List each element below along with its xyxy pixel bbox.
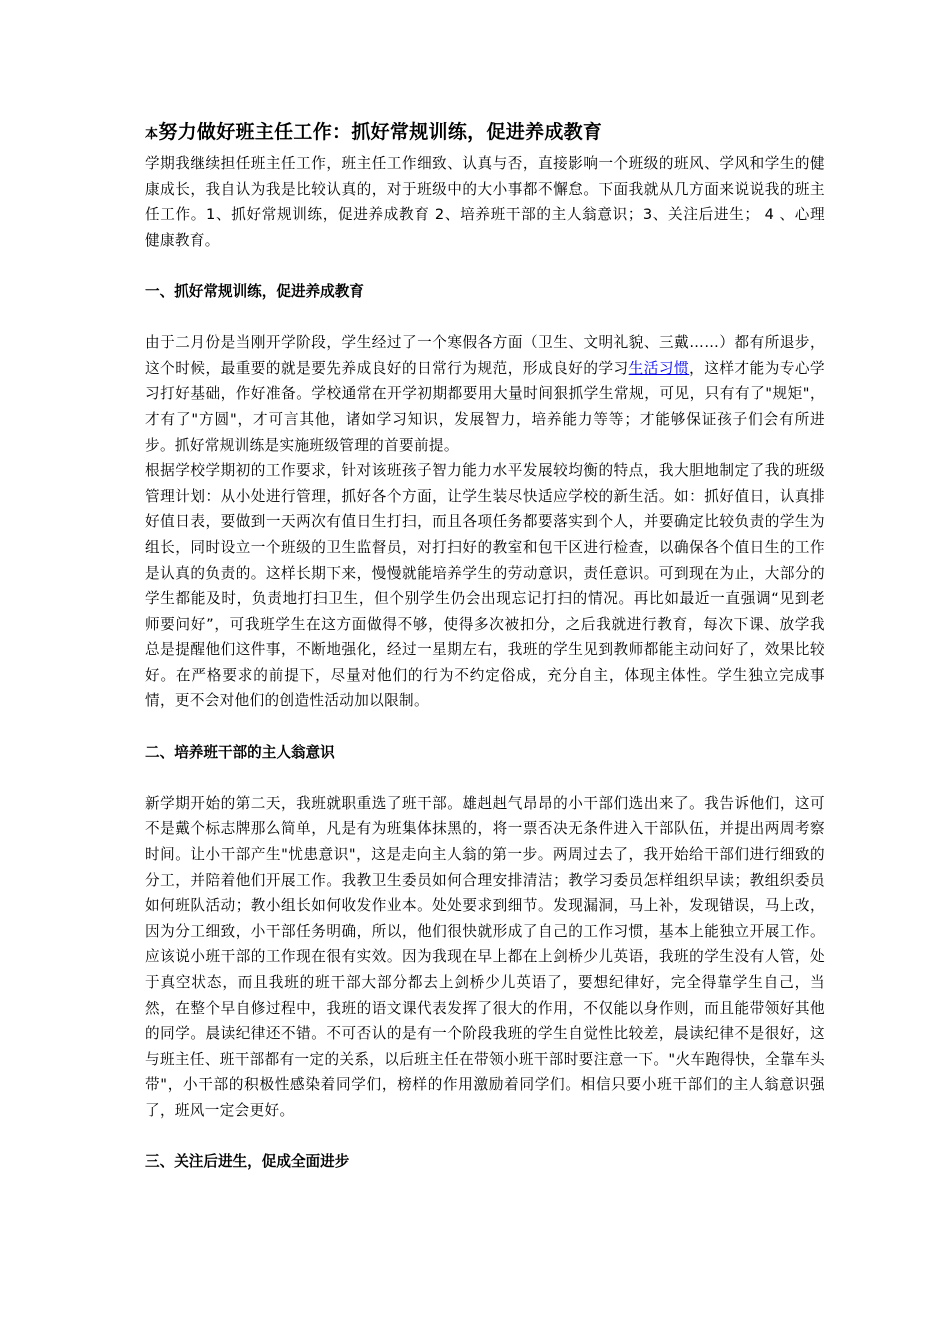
intro-paragraph: 学期我继续担任班主任工作，班主任工作细致、认真与否，直接影响一个班级的班风、学风和学生的健康成长，我自认为我是比较认真的，对于班级中的大小事都不懈怠。下面我就从几方面来说说我的班主任工作。1、抓好常规训练，促进养成教育 2、培养班干部的主人翁意识；3、关注后进生； 4 、心理健康教育。 <box>145 155 825 249</box>
document-body <box>145 118 825 1175</box>
section-2-paragraph-1: 新学期开始的第二天，我班就职重选了班干部。雄赳赳气昂昂的小干部们选出来了。我告诉他们，这可不是戴个标志牌那么简单，凡是有为班集体抹黑的，将一票否决无条件进入干部队伍，并提出两周考察时间。让小干部产生"忧患意识"，这是走向主人翁的第一步。两周过去了，我开始给干部们进行细致的分工，并陪着他们开展工作。我教卫生委员如何合理安排清洁；教学习委员怎样组织早读；教组织委员如何班队活动；教小组长如何收发作业本。处处要求到细节。发现漏洞，马上补，发现错误，马上改，因为分工细致，小干部任务明确，所以，他们很快就形成了自己的工作习惯，基本上能独立开展工作。应该说小班干部的工作现在很有实效。因为我现在早上都在上剑桥少儿英语，我班的学生没有人管，处于真空状态，而且我班的班干部大部分都去上剑桥少儿英语了，要想纪律好，完全得靠学生自己，当然，在整个早自修过程中，我班的语文课代表发挥了很大的作用，不仅能以身作则，而且能带领好其他的同学。晨读纪律还不错。不可否认的是有一个阶段我班的学生自觉性比较差，晨读纪律不是很好，这与班主任、班干部都有一定的关系，以后班主任在带领小班干部时要注意一下。"火车跑得快，全靠车头带"，小干部的积极性感染着同学们，榜样的作用激励着同学们。相信只要小班干部们的主人翁意识强了，班风一定会更好。 <box>145 794 825 1119</box>
spacer <box>145 765 825 791</box>
spacer <box>145 305 825 331</box>
section-1-paragraph-1 <box>145 330 825 458</box>
paragraph-text: ，这样才能为专心学习打好基础，作好准备。学校通常在开学初期都要用大量时间狠抓学生常规，可见，只有有了"规矩"，才有了"方圆"，才可言其他，诸如学习知识，发展智力，培养能力等等；才能够保证孩子们会有所进步。抓好常规训练是实施班级管理的首要前提。 <box>145 359 826 454</box>
title-text: 努力做好班主任工作：抓好常规训练，促进养成教育 <box>158 121 603 143</box>
habit-link[interactable]: 生活习惯 <box>628 359 690 377</box>
spacer <box>145 1124 825 1150</box>
spacer <box>145 253 825 279</box>
section-1-paragraph-2: 根据学校学期初的工作要求，针对该班孩子智力能力水平发展较均衡的特点，我大胆地制定了我的班级管理计划：从小处进行管理，抓好各个方面，让学生装尽快适应学校的新生活。如：抓好值日，认真排好值日表，要做到一天两次有值日生打扫，而且各项任务都要落实到个人，并要确定比较负责的学生为组长，同时设立一个班级的卫生监督员，对打扫好的教室和包干区进行检查，以确保各个值日生的工作是认真的负责的。这样长期下来，慢慢就能培养学生的劳动意识，责任意识。可到现在为止，大部分的学生都能及时，负责地打扫卫生，但个别学生仍会出现忘记打扫的情况。再比如最近一直强调“见到老师要问好”，可我班学生在这方面做得不够，使得多次被扣分，之后我就进行教育，每次下课、放学我总是提醒他们这件事，不断地强化，经过一星期左右，我班的学生见到教师都能主动问好了，效果比较好。在严格要求的前提下，尽量对他们的行为不约定俗成，充分自主，体现主体性。学生独立完成事情，更不会对他们的创造性活动加以限制。 <box>145 462 825 710</box>
document-title <box>145 118 825 149</box>
section-heading-3: 三、关注后进生，促成全面进步 <box>145 1153 350 1171</box>
spacer <box>145 714 825 740</box>
section-heading-2: 二、培养班干部的主人翁意识 <box>145 743 335 761</box>
section-heading-1: 一、抓好常规训练，促进养成教育 <box>145 282 364 300</box>
title-prefix: 本 <box>145 127 159 142</box>
paragraph-text: 由于二月份是当刚开学阶段，学生经过了一个寒假各方面（卫生、文明礼貌、三戴……）都有所退步，这个时候，最重要的就是要先养成良好的日常行为规范，形成良好的学习 <box>145 334 825 377</box>
